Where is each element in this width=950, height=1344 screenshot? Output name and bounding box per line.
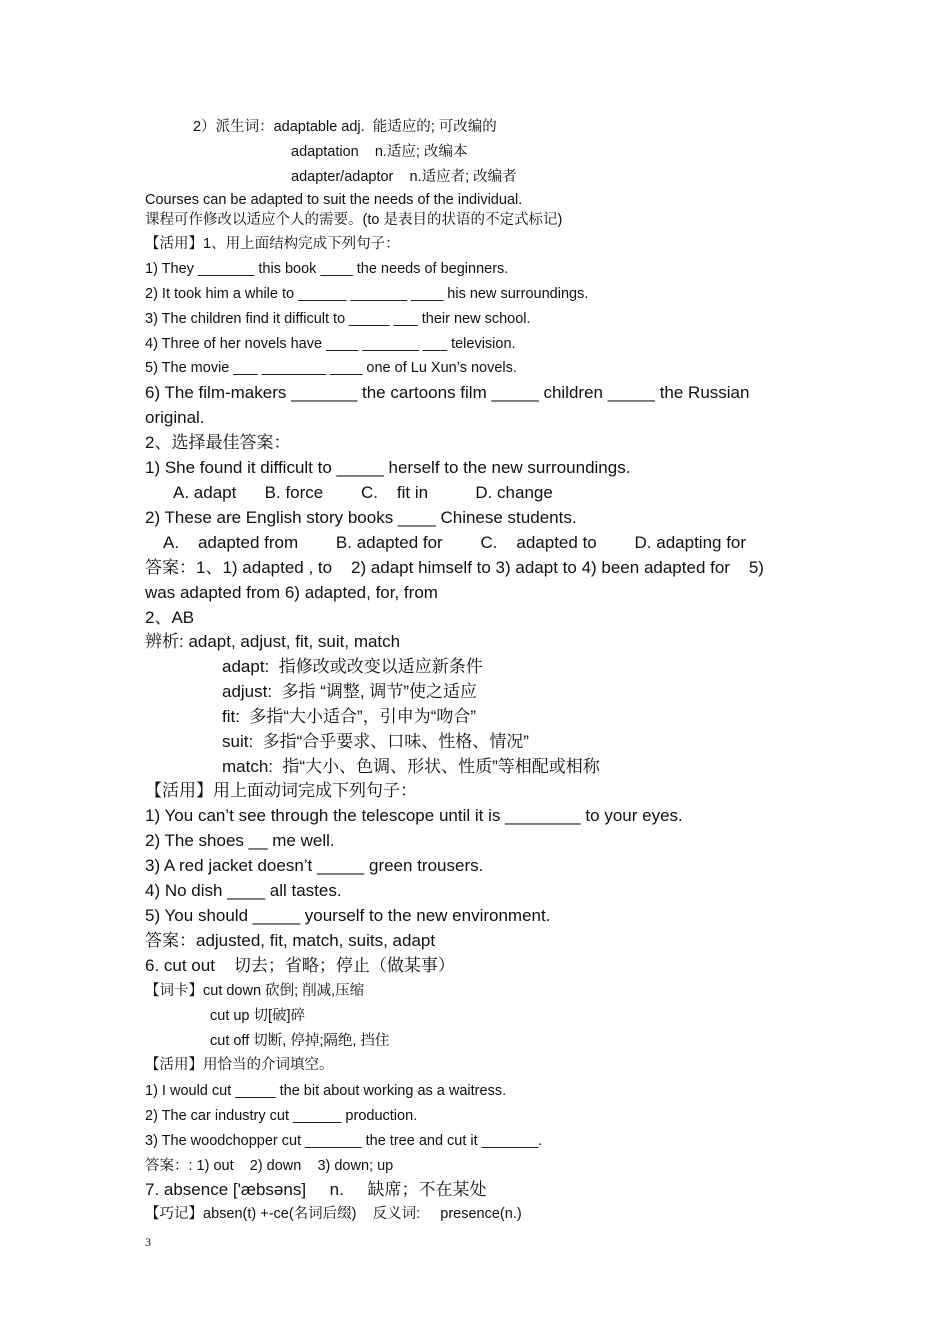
exercise-2-options-2: A. adapted from B. adapted for C. adapted to D. adapting for bbox=[163, 533, 747, 552]
exercise-4-answer: 答案：: 1) out 2) down 3) down; up bbox=[145, 1158, 394, 1174]
exercise-1-item-3: 3) The children find it difficult to _____ ___ their new school. bbox=[145, 311, 531, 327]
answer-line-3: 2、AB bbox=[145, 608, 195, 627]
exercise-1-item-2: 2) It took him a while to ______ _______ ____ his new surroundings. bbox=[145, 286, 589, 302]
exercise-3-heading: 【活用】用上面动词完成下列句子： bbox=[145, 781, 417, 800]
distinction-heading: 辨析: adapt, adjust, fit, suit, match bbox=[145, 632, 401, 651]
exercise-1-item-5: 5) The movie ___ ________ ____ one of Lu Xun’s novels. bbox=[145, 360, 517, 376]
exercise-4-item-1: 1) I would cut _____ the bit about working as a waitress. bbox=[145, 1083, 507, 1099]
distinction-fit: fit: 多指“大小适合”，引申为“吻合” bbox=[222, 707, 477, 726]
exercise-1-item-4: 4) Three of her novels have ____ _______ ___ television. bbox=[145, 336, 516, 352]
example-translation: 课程可作修改以适应个人的需要。(to 是表目的状语的不定式标记) bbox=[145, 212, 563, 228]
page-number: 3 bbox=[145, 1235, 151, 1249]
exercise-3-item-2: 2) The shoes __ me well. bbox=[145, 831, 335, 850]
derivative-adaptation: adaptation n.适应; 改编本 bbox=[291, 144, 468, 160]
section-7-heading: 7. absence ['æbsəns] n. 缺席；不在某处 bbox=[145, 1180, 487, 1199]
exercise-3-item-3: 3) A red jacket doesn’t _____ green trousers. bbox=[145, 856, 484, 875]
exercise-3-answer: 答案：adjusted, fit, match, suits, adapt bbox=[145, 931, 436, 950]
distinction-adjust: adjust: 多指 “调整, 调节”使之适应 bbox=[222, 682, 478, 701]
word-card-line-1: 【词卡】cut down 砍倒; 削减,压缩 bbox=[145, 983, 365, 999]
section-6-heading: 6. cut out 切去；省略；停止（做某事） bbox=[145, 956, 455, 975]
exercise-4-item-2: 2) The car industry cut ______ production. bbox=[145, 1108, 418, 1124]
exercise-2-question-2: 2) These are English story books ____ Chinese students. bbox=[145, 508, 577, 527]
exercise-3-item-4: 4) No dish ____ all tastes. bbox=[145, 881, 342, 900]
exercise-1-heading: 【活用】1、用上面结构完成下列句子： bbox=[145, 236, 400, 252]
memory-tip: 【巧记】absen(t) +-ce(名词后缀) 反义词: presence(n.) bbox=[145, 1206, 522, 1222]
distinction-suit: suit: 多指“合乎要求、口味、性格、情况” bbox=[222, 732, 529, 751]
exercise-3-item-5: 5) You should _____ yourself to the new environment. bbox=[145, 906, 551, 925]
derivative-heading: 2）派生词：adaptable adj. 能适应的; 可改编的 bbox=[193, 119, 497, 135]
exercise-1-item-1: 1) They _______ this book ____ the needs of beginners. bbox=[145, 261, 509, 277]
distinction-adapt: adapt: 指修改或改变以适应新条件 bbox=[222, 657, 483, 676]
exercise-1-item-6: 6) The film-makers _______ the cartoons film _____ children _____ the Russian bbox=[145, 383, 750, 402]
answer-line-2: was adapted from 6) adapted, for, from bbox=[145, 583, 438, 602]
exercise-2-question-1: 1) She found it difficult to _____ herself to the new surroundings. bbox=[145, 458, 631, 477]
distinction-match: match: 指“大小、色调、形状、性质”等相配或相称 bbox=[222, 757, 600, 776]
exercise-4-heading: 【活用】用恰当的介词填空。 bbox=[145, 1057, 334, 1073]
exercise-3-item-1: 1) You can’t see through the telescope until it is ________ to your eyes. bbox=[145, 806, 683, 825]
example-sentence: Courses can be adapted to suit the needs of the individual. bbox=[145, 192, 523, 208]
exercise-2-options-1: A. adapt B. force C. fit in D. change bbox=[173, 483, 553, 502]
exercise-4-item-3: 3) The woodchopper cut _______ the tree and cut it _______. bbox=[145, 1133, 543, 1149]
exercise-2-heading: 2、选择最佳答案： bbox=[145, 433, 291, 452]
answer-line-1: 答案：1、1) adapted , to 2) adapt himself to 3) adapt to 4) been adapted for 5) bbox=[145, 558, 764, 577]
exercise-1-item-6-cont: original. bbox=[145, 408, 205, 427]
word-card-line-2: cut up 切[破]碎 bbox=[210, 1008, 306, 1024]
word-card-line-3: cut off 切断, 停掉;隔绝, 挡住 bbox=[210, 1033, 390, 1049]
derivative-adapter: adapter/adaptor n.适应者; 改编者 bbox=[291, 169, 517, 185]
